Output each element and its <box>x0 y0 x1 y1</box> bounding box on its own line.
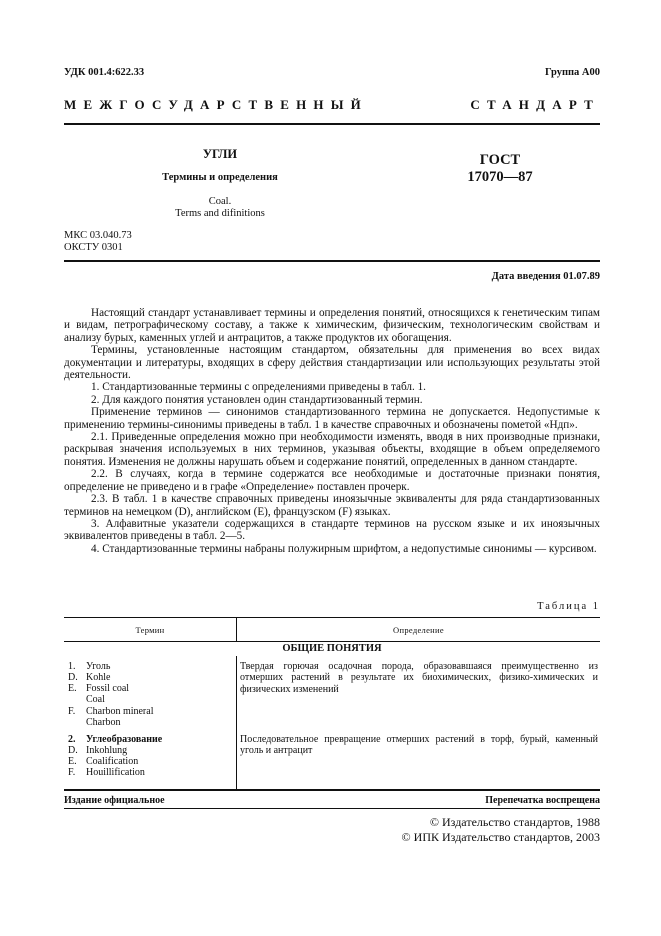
term-text: Houillification <box>86 767 145 778</box>
udk-code: УДК 001.4:622.33 <box>64 67 145 78</box>
paragraph: 2.2. В случаях, когда в термине содержатся все необходимые и достаточные признаки понятия, определение не приведено и в графе «Определение» поставлен прочерк. <box>64 468 600 493</box>
term-line <box>68 694 105 705</box>
paragraph: Настоящий стандарт устанавливает термины и определения понятий, относящихся к генетическим типам и видам, петрографическому составу, а также к химическим, физическим, технологическим свойствам и анализу бурых, каменных углей и антрацитов, а также продуктов их обогащения. <box>64 307 600 344</box>
term-line <box>68 661 110 672</box>
gost-number: 17070—87 <box>467 169 533 185</box>
reprint-note: Перепечатка воспрещена <box>485 795 600 806</box>
term-definition: Последовательное превращение отмерших растений в торф, бурый, каменный уголь и антрацит <box>240 734 598 757</box>
paragraph: 2.1. Приведенные определения можно при необходимости изменять, вводя в них производные признаки, раскрывая значения используемых в них терминов, указывая объекты, входящие в объем определяемого понятия. Изменения не должны нарушать объем и содержание понятий, определенных в данном стандарте. <box>64 431 600 468</box>
table-header-definition: Определение <box>393 625 444 635</box>
intro-date <box>492 271 600 282</box>
term-number: 1. <box>68 661 76 672</box>
paragraph: Термины, установленные настоящим стандартом, обязательны для применения во всех видах документации и литературы, входящих в сферу действия стандартизации или использующих результаты этой деятельности. <box>64 344 600 382</box>
body-text <box>64 307 600 555</box>
term-text: Fossil coal <box>86 683 130 694</box>
footer-rule <box>64 789 600 791</box>
table-header-term: Термин <box>135 625 165 635</box>
term-text: Charbon mineral <box>86 706 154 717</box>
page-subtitle: Термины и определения <box>162 172 278 183</box>
paragraph: 1. Стандартизованные термины с определениями приведены в табл. 1. <box>91 381 426 394</box>
intro-date-label: Дата введения <box>491 271 561 282</box>
term-number: E. <box>68 683 77 694</box>
footer-rule-lower <box>64 808 600 809</box>
term-line <box>68 683 129 694</box>
term-text: Inkohlung <box>86 745 128 756</box>
table-column-divider <box>236 656 237 789</box>
edition-note: Издание официальное <box>64 795 165 806</box>
table-top-rule <box>64 617 600 618</box>
term-number: F. <box>68 767 76 778</box>
term-text: Coalification <box>86 756 139 767</box>
term-number: E. <box>68 756 77 767</box>
term-text: Уголь <box>86 661 111 672</box>
intro-date-value: 01.07.89 <box>563 271 600 282</box>
term-definition: Твердая горючая осадочная порода, образовавшаяся преимущественно из отмерших растений в результате их биохимических, физико-химических и физических изменений <box>240 661 598 695</box>
paragraph: Применение терминов — синонимов стандартизованного термина не допускается. Недопустимые к применению термины-синонимы приведены в табл. 1 в качестве справочных и обозначены пометой «Ндп». <box>64 406 600 431</box>
paragraph: 3. Алфавитные указатели содержащихся в стандарте терминов на русском языке и их иноязычных эквивалентов приведены в табл. 2—5. <box>64 517 600 543</box>
term-number: D. <box>68 672 78 683</box>
gost-label: ГОСТ <box>479 152 521 168</box>
term-line <box>68 717 120 728</box>
term-line <box>68 734 162 745</box>
paragraph: 4. Стандартизованные термины набраны полужирным шрифтом, а недопустимые синонимы — курсивом. <box>91 542 597 555</box>
copyright-2003: © ИПК Издательство стандартов, 2003 <box>401 830 600 844</box>
term-line <box>68 706 153 717</box>
table-caption: Таблица 1 <box>537 601 600 612</box>
table-header-rule <box>64 641 600 642</box>
group-code: Группа А00 <box>544 67 600 78</box>
term-text: Kohle <box>86 672 111 683</box>
term-number: D. <box>68 745 78 756</box>
paragraph: 2. Для каждого понятия установлен один стандартизованный термин. <box>91 393 423 406</box>
term-text: Углеобразование <box>86 734 163 745</box>
term-text: Coal <box>86 694 105 705</box>
okstu-code: ОКСТУ 0301 <box>64 242 123 253</box>
subtitle-english: Terms and difinitions <box>175 208 265 219</box>
term-text: Charbon <box>86 717 121 728</box>
title-rule <box>64 260 600 262</box>
term-line <box>68 767 145 778</box>
header-rule <box>64 123 600 125</box>
mks-code: МКС 03.040.73 <box>64 230 132 241</box>
table-section-title: ОБЩИЕ ПОНЯТИЯ <box>282 643 382 654</box>
title-english: Coal. <box>208 196 232 207</box>
term-number: 2. <box>68 734 76 745</box>
copyright-1988: © Издательство стандартов, 1988 <box>429 815 600 829</box>
page-title: УГЛИ <box>202 147 238 161</box>
paragraph: 2.3. В табл. 1 в качестве справочных приведены иноязычные эквиваленты для ряда стандартизованных терминов на немецком (D), английском (E), французском (F) языках. <box>64 493 600 518</box>
term-line <box>68 672 110 683</box>
standard-type: МЕЖГОСУДАРСТВЕННЫЙ СТАНДАРТ <box>64 97 600 112</box>
term-line <box>68 745 127 756</box>
term-line <box>68 756 138 767</box>
term-number: F. <box>68 706 76 717</box>
